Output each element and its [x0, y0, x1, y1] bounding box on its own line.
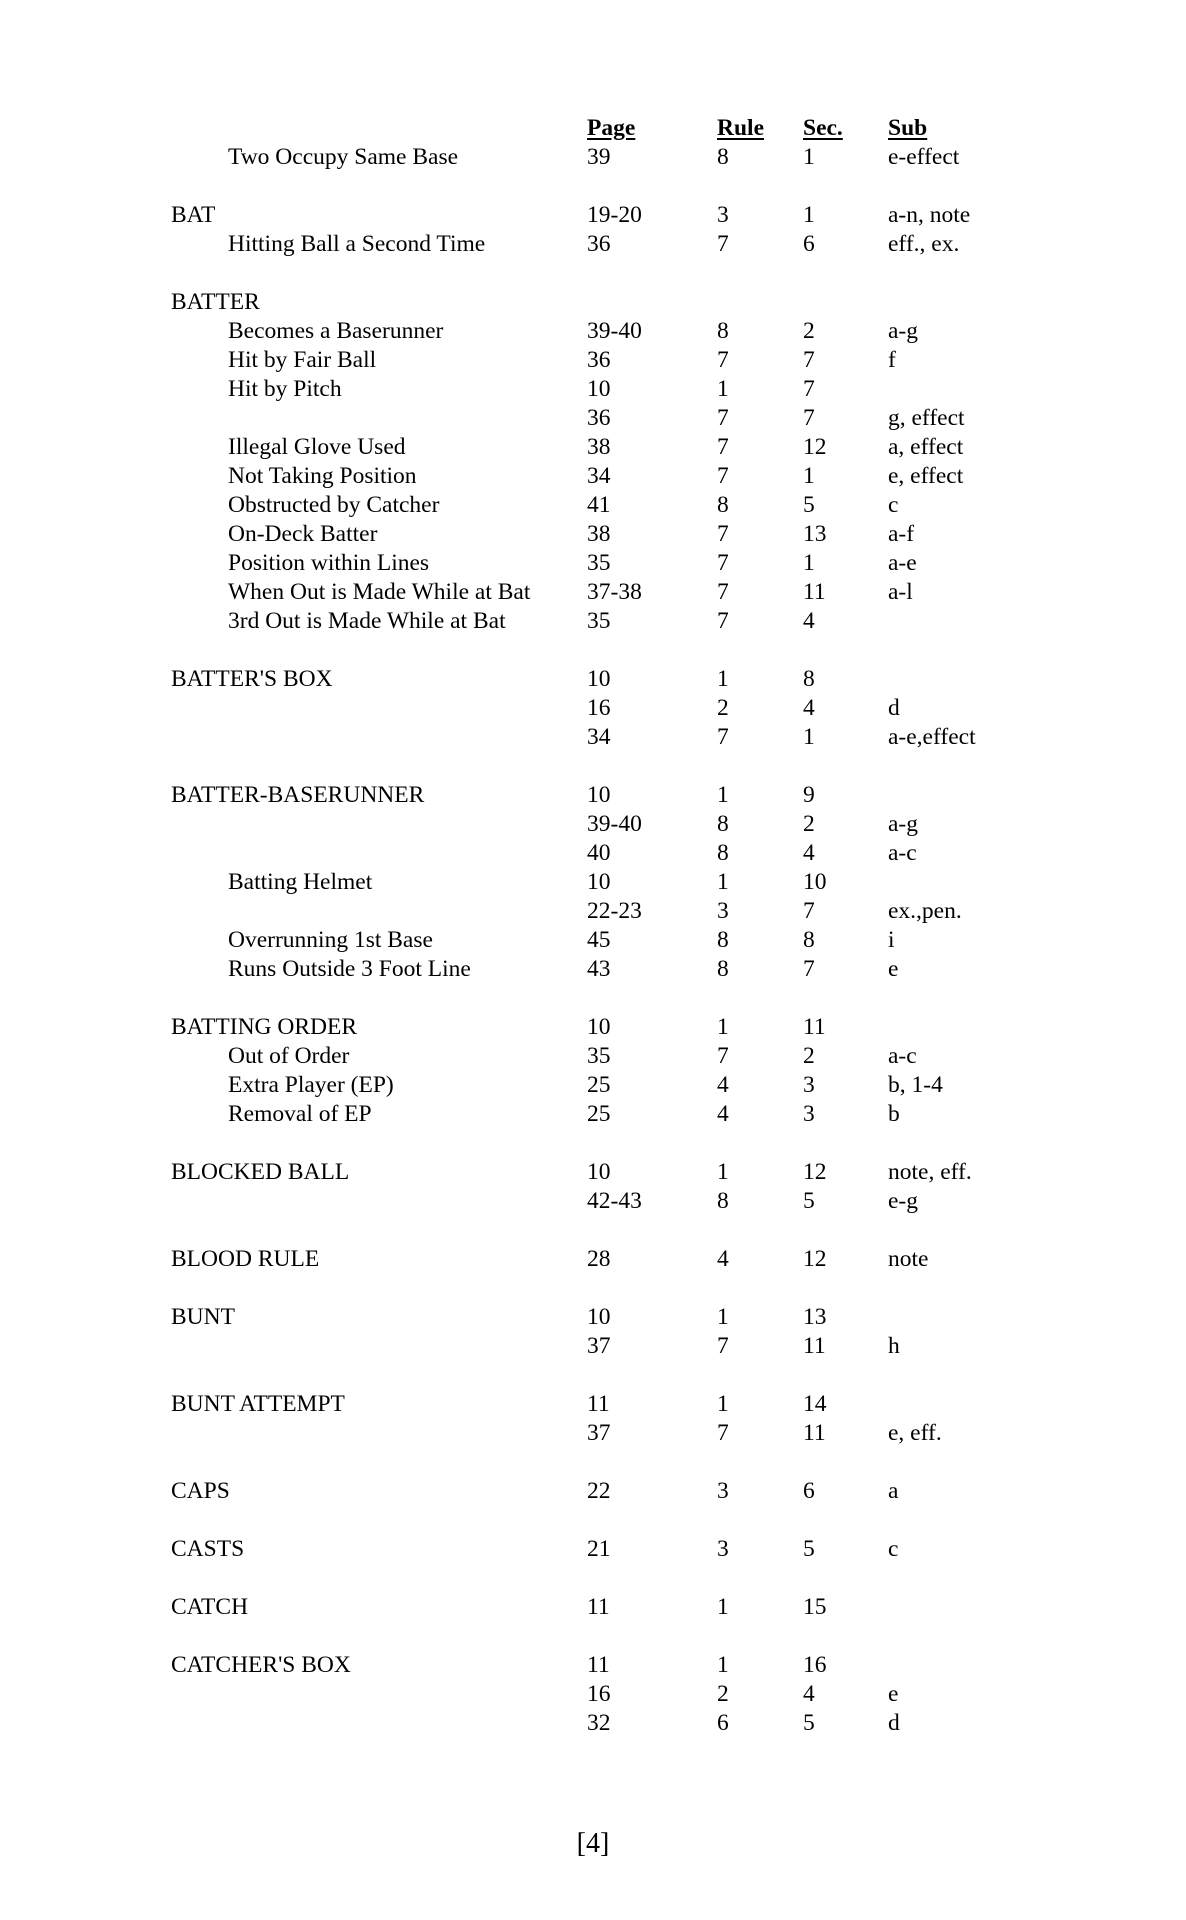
index-subtopic: Hit by Fair Ball — [228, 347, 377, 373]
index-page-ref: 39 — [587, 144, 611, 170]
index-sec-ref: 2 — [803, 811, 815, 837]
index-page-ref: 10 — [587, 1304, 611, 1330]
index-subtopic: Batting Helmet — [228, 869, 373, 895]
index-rule-ref: 1 — [717, 1594, 729, 1620]
index-page-ref: 10 — [587, 782, 611, 808]
header-rule: Rule — [717, 115, 764, 141]
index-rule-ref: 4 — [717, 1072, 729, 1098]
index-rule-ref: 1 — [717, 1652, 729, 1678]
index-topic: BUNT ATTEMPT — [171, 1391, 345, 1417]
index-page-ref: 36 — [587, 347, 611, 373]
index-sub-ref: a-n, note — [888, 202, 971, 228]
index-rule-ref: 3 — [717, 898, 729, 924]
index-sec-ref: 7 — [803, 376, 815, 402]
index-rule-ref: 1 — [717, 1159, 729, 1185]
header-sec: Sec. — [803, 115, 843, 141]
index-sec-ref: 11 — [803, 1014, 826, 1040]
index-subtopic: Obstructed by Catcher — [228, 492, 440, 518]
index-sec-ref: 7 — [803, 898, 815, 924]
index-sub-ref: a, effect — [888, 434, 964, 460]
index-sec-ref: 11 — [803, 579, 826, 605]
index-subtopic: Runs Outside 3 Foot Line — [228, 956, 471, 982]
index-rule-ref: 8 — [717, 492, 729, 518]
index-page-ref: 16 — [587, 1681, 611, 1707]
index-topic: CASTS — [171, 1536, 245, 1562]
index-page-ref: 38 — [587, 434, 611, 460]
index-rule-ref: 8 — [717, 144, 729, 170]
index-sec-ref: 3 — [803, 1072, 815, 1098]
index-sub-ref: a — [888, 1478, 899, 1504]
header-page: Page — [587, 115, 636, 141]
index-sub-ref: note — [888, 1246, 929, 1272]
index-sub-ref: a-f — [888, 521, 915, 547]
index-page-ref: 35 — [587, 1043, 611, 1069]
index-topic: BATTING ORDER — [171, 1014, 358, 1040]
index-sub-ref: a-g — [888, 811, 919, 837]
index-subtopic: Not Taking Position — [228, 463, 417, 489]
index-rule-ref: 8 — [717, 318, 729, 344]
index-sec-ref: 4 — [803, 608, 815, 634]
index-sec-ref: 7 — [803, 405, 815, 431]
page-number: [4] — [576, 1828, 610, 1859]
index-rule-ref: 3 — [717, 1536, 729, 1562]
index-sub-ref: eff., ex. — [888, 231, 960, 257]
index-sec-ref: 5 — [803, 1188, 815, 1214]
index-rule-ref: 7 — [717, 550, 729, 576]
index-rule-ref: 1 — [717, 1391, 729, 1417]
index-subtopic: Position within Lines — [228, 550, 430, 576]
index-page-ref: 35 — [587, 608, 611, 634]
index-page-ref: 42-43 — [587, 1188, 642, 1214]
index-sub-ref: e, eff. — [888, 1420, 942, 1446]
index-page-ref: 38 — [587, 521, 611, 547]
index-sub-ref: note, eff. — [888, 1159, 972, 1185]
index-sub-ref: i — [888, 927, 895, 953]
index-sub-ref: b — [888, 1101, 900, 1127]
index-sec-ref: 2 — [803, 318, 815, 344]
index-sub-ref: d — [888, 1710, 900, 1736]
index-rule-ref: 7 — [717, 434, 729, 460]
index-sec-ref: 6 — [803, 231, 815, 257]
index-page-ref: 40 — [587, 840, 611, 866]
index-subtopic: On-Deck Batter — [228, 521, 378, 547]
index-sec-ref: 5 — [803, 492, 815, 518]
index-sec-ref: 7 — [803, 956, 815, 982]
index-rule-ref: 7 — [717, 608, 729, 634]
header-sub: Sub — [888, 115, 928, 141]
index-sec-ref: 8 — [803, 927, 815, 953]
index-page-ref: 10 — [587, 666, 611, 692]
index-rule-ref: 8 — [717, 1188, 729, 1214]
index-sec-ref: 3 — [803, 1101, 815, 1127]
index-sec-ref: 6 — [803, 1478, 815, 1504]
index-sec-ref: 13 — [803, 521, 827, 547]
index-page-ref: 43 — [587, 956, 611, 982]
index-page-ref: 22-23 — [587, 898, 642, 924]
index-rule-ref: 2 — [717, 695, 729, 721]
index-topic: BUNT — [171, 1304, 235, 1330]
index-sub-ref: d — [888, 695, 900, 721]
index-sec-ref: 5 — [803, 1710, 815, 1736]
index-sub-ref: a-e,effect — [888, 724, 976, 750]
index-rule-ref: 7 — [717, 724, 729, 750]
index-page-ref: 45 — [587, 927, 611, 953]
index-sec-ref: 8 — [803, 666, 815, 692]
index-page-ref: 21 — [587, 1536, 611, 1562]
index-page-ref: 22 — [587, 1478, 611, 1504]
index-sub-ref: ex.,pen. — [888, 898, 962, 924]
index-sub-ref: e — [888, 956, 899, 982]
index-page-ref: 37-38 — [587, 579, 642, 605]
index-rule-ref: 8 — [717, 811, 729, 837]
index-page-ref: 10 — [587, 869, 611, 895]
index-sub-ref: a-g — [888, 318, 919, 344]
index-subtopic: Out of Order — [228, 1043, 350, 1069]
index-rule-ref: 7 — [717, 1043, 729, 1069]
index-sec-ref: 5 — [803, 1536, 815, 1562]
index-sec-ref: 1 — [803, 463, 815, 489]
index-sec-ref: 13 — [803, 1304, 827, 1330]
index-sub-ref: f — [888, 347, 896, 373]
index-sec-ref: 1 — [803, 144, 815, 170]
index-rule-ref: 7 — [717, 463, 729, 489]
index-sec-ref: 2 — [803, 1043, 815, 1069]
index-subtopic: Becomes a Baserunner — [228, 318, 444, 344]
index-sub-ref: a-l — [888, 579, 913, 605]
index-topic: CAPS — [171, 1478, 230, 1504]
index-rule-ref: 2 — [717, 1681, 729, 1707]
index-rule-ref: 8 — [717, 927, 729, 953]
index-sec-ref: 1 — [803, 724, 815, 750]
index-rule-ref: 3 — [717, 1478, 729, 1504]
index-page-ref: 37 — [587, 1333, 611, 1359]
index-sub-ref: a-e — [888, 550, 917, 576]
index-page-ref: 32 — [587, 1710, 611, 1736]
index-subtopic: Illegal Glove Used — [228, 434, 406, 460]
index-page-ref: 16 — [587, 695, 611, 721]
index-rule-ref: 1 — [717, 1304, 729, 1330]
index-topic: CATCHER'S BOX — [171, 1652, 351, 1678]
index-sec-ref: 1 — [803, 202, 815, 228]
index-page-ref: 39-40 — [587, 811, 642, 837]
index-rule-ref: 4 — [717, 1101, 729, 1127]
index-sec-ref: 10 — [803, 869, 827, 895]
index-rule-ref: 1 — [717, 1014, 729, 1040]
index-page-ref: 34 — [587, 463, 611, 489]
index-sub-ref: c — [888, 1536, 899, 1562]
index-page-ref: 11 — [587, 1652, 610, 1678]
index-rule-ref: 3 — [717, 202, 729, 228]
index-page-ref: 11 — [587, 1391, 610, 1417]
index-subtopic: Hitting Ball a Second Time — [228, 231, 486, 257]
index-page-ref: 19-20 — [587, 202, 642, 228]
index-page-ref: 35 — [587, 550, 611, 576]
index-rule-ref: 7 — [717, 231, 729, 257]
index-subtopic: 3rd Out is Made While at Bat — [228, 608, 506, 634]
index-rule-ref: 6 — [717, 1710, 729, 1736]
index-page-ref: 25 — [587, 1101, 611, 1127]
index-rule-ref: 8 — [717, 956, 729, 982]
index-sec-ref: 1 — [803, 550, 815, 576]
index-page-ref: 39-40 — [587, 318, 642, 344]
index-sub-ref: b, 1-4 — [888, 1072, 943, 1098]
index-rule-ref: 1 — [717, 666, 729, 692]
index-sec-ref: 9 — [803, 782, 815, 808]
index-sec-ref: 4 — [803, 1681, 815, 1707]
index-subtopic: Overrunning 1st Base — [228, 927, 433, 953]
index-page-ref: 11 — [587, 1594, 610, 1620]
index-rule-ref: 7 — [717, 347, 729, 373]
index-subtopic: Removal of EP — [228, 1101, 372, 1127]
index-page-ref: 10 — [587, 1014, 611, 1040]
index-page-ref: 28 — [587, 1246, 611, 1272]
index-subtopic: Hit by Pitch — [228, 376, 342, 402]
index-subtopic: Extra Player (EP) — [228, 1072, 394, 1098]
index-sec-ref: 12 — [803, 434, 827, 460]
index-topic: BATTER-BASERUNNER — [171, 782, 425, 808]
index-rule-ref: 8 — [717, 840, 729, 866]
index-rule-ref: 7 — [717, 579, 729, 605]
index-page-ref: 41 — [587, 492, 611, 518]
index-sec-ref: 14 — [803, 1391, 827, 1417]
index-page-ref: 37 — [587, 1420, 611, 1446]
index-topic: BLOOD RULE — [171, 1246, 320, 1272]
index-sec-ref: 11 — [803, 1333, 826, 1359]
index-sub-ref: a-c — [888, 840, 917, 866]
index-sec-ref: 12 — [803, 1246, 827, 1272]
index-sec-ref: 11 — [803, 1420, 826, 1446]
index-rule-ref: 7 — [717, 405, 729, 431]
index-rule-ref: 1 — [717, 782, 729, 808]
index-rule-ref: 7 — [717, 521, 729, 547]
index-sub-ref: g, effect — [888, 405, 965, 431]
index-rule-ref: 1 — [717, 869, 729, 895]
index-sub-ref: c — [888, 492, 899, 518]
index-rule-ref: 1 — [717, 376, 729, 402]
index-page-ref: 10 — [587, 376, 611, 402]
index-sub-ref: a-c — [888, 1043, 917, 1069]
index-topic: CATCH — [171, 1594, 249, 1620]
index-topic: BATTER — [171, 289, 260, 315]
index-page-ref: 34 — [587, 724, 611, 750]
index-page-ref: 36 — [587, 231, 611, 257]
index-rule-ref: 4 — [717, 1246, 729, 1272]
index-subtopic: Two Occupy Same Base — [228, 144, 459, 170]
index-sec-ref: 15 — [803, 1594, 827, 1620]
index-topic: BATTER'S BOX — [171, 666, 333, 692]
index-page-ref: 10 — [587, 1159, 611, 1185]
index-subtopic: When Out is Made While at Bat — [228, 579, 531, 605]
index-sub-ref: e-g — [888, 1188, 919, 1214]
index-sec-ref: 4 — [803, 695, 815, 721]
index-sub-ref: e — [888, 1681, 899, 1707]
index-topic: BLOCKED BALL — [171, 1159, 350, 1185]
index-topic: BAT — [171, 202, 216, 228]
index-sub-ref: e-effect — [888, 144, 960, 170]
index-rule-ref: 7 — [717, 1420, 729, 1446]
index-sec-ref: 16 — [803, 1652, 827, 1678]
index-sec-ref: 4 — [803, 840, 815, 866]
index-sub-ref: e, effect — [888, 463, 964, 489]
index-sec-ref: 7 — [803, 347, 815, 373]
index-page-ref: 25 — [587, 1072, 611, 1098]
index-sec-ref: 12 — [803, 1159, 827, 1185]
index-page-ref: 36 — [587, 405, 611, 431]
index-sub-ref: h — [888, 1333, 900, 1359]
index-rule-ref: 7 — [717, 1333, 729, 1359]
